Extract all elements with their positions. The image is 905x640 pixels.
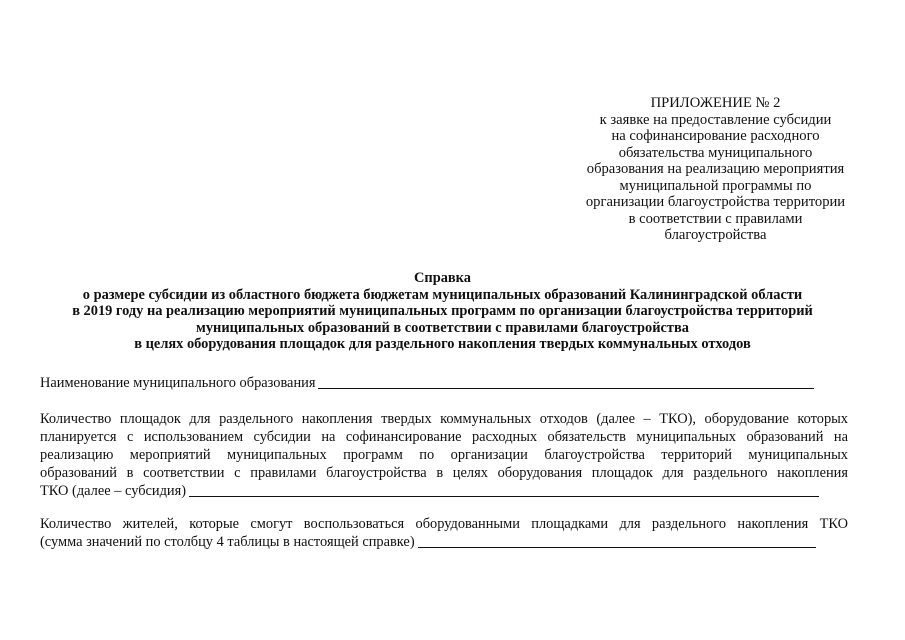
sites-last-label: ТКО (далее – субсидия)	[40, 483, 187, 499]
municipality-field	[40, 374, 848, 392]
sites-line: планируется с использованием субсидии на софинансирование расходных обязательств муниципальных образований на	[40, 429, 848, 445]
title-line: муниципальных образований в соответствии с правилами благоустройства	[196, 319, 689, 336]
appendix-line: на софинансирование расходного	[611, 128, 820, 144]
appendix-line: в соответствии с правилами	[628, 210, 803, 227]
appendix-line: организации благоустройства территории	[585, 194, 846, 210]
appendix-header	[548, 95, 883, 244]
municipality-label: Наименование муниципального образования	[40, 375, 316, 391]
residents-paragraph	[40, 515, 848, 551]
document-title	[30, 270, 855, 353]
appendix-line: к заявке на предоставление субсидии	[599, 111, 832, 128]
residents-blank[interactable]	[418, 546, 816, 548]
sites-line: реализацию мероприятий муниципальных программ по организации благоустройства территорий муниципальных	[40, 447, 848, 463]
residents-last-row	[40, 533, 848, 551]
appendix-line: ПРИЛОЖЕНИЕ № 2	[650, 95, 781, 111]
title-line: в целях оборудования площадок для раздельного накопления твердых коммунальных отходов	[134, 336, 751, 353]
residents-last-label: (сумма значений по столбцу 4 таблицы в настоящей справке)	[40, 534, 415, 550]
appendix-line: муниципальной программы по	[619, 177, 812, 194]
sites-paragraph	[40, 410, 848, 500]
sites-line: образований в соответствии с правилами благоустройства в целях оборудования площадок для раздельного накопления	[40, 465, 848, 481]
sites-line: Количество площадок для раздельного накопления твердых коммунальных отходов (далее – ТКО), оборудование которых	[40, 411, 848, 427]
title-line: в 2019 году на реализацию мероприятий муниципальных программ по организации благоустройства территорий	[72, 303, 813, 320]
sites-last-row	[40, 482, 848, 500]
appendix-line: благоустройства	[664, 227, 767, 243]
title-line: о размере субсидии из областного бюджета бюджетам муниципальных образований Калининградской области	[82, 286, 803, 303]
municipality-blank[interactable]	[318, 387, 814, 389]
appendix-line: образования на реализацию мероприятия	[586, 161, 845, 177]
appendix-line: обязательства муниципального	[618, 144, 813, 161]
sites-blank[interactable]	[189, 495, 819, 497]
residents-line: Количество жителей, которые смогут воспользоваться оборудованными площадками для раздельного накопления ТКО	[40, 516, 848, 532]
municipality-row	[40, 374, 848, 392]
title-line: Справка	[414, 270, 471, 286]
